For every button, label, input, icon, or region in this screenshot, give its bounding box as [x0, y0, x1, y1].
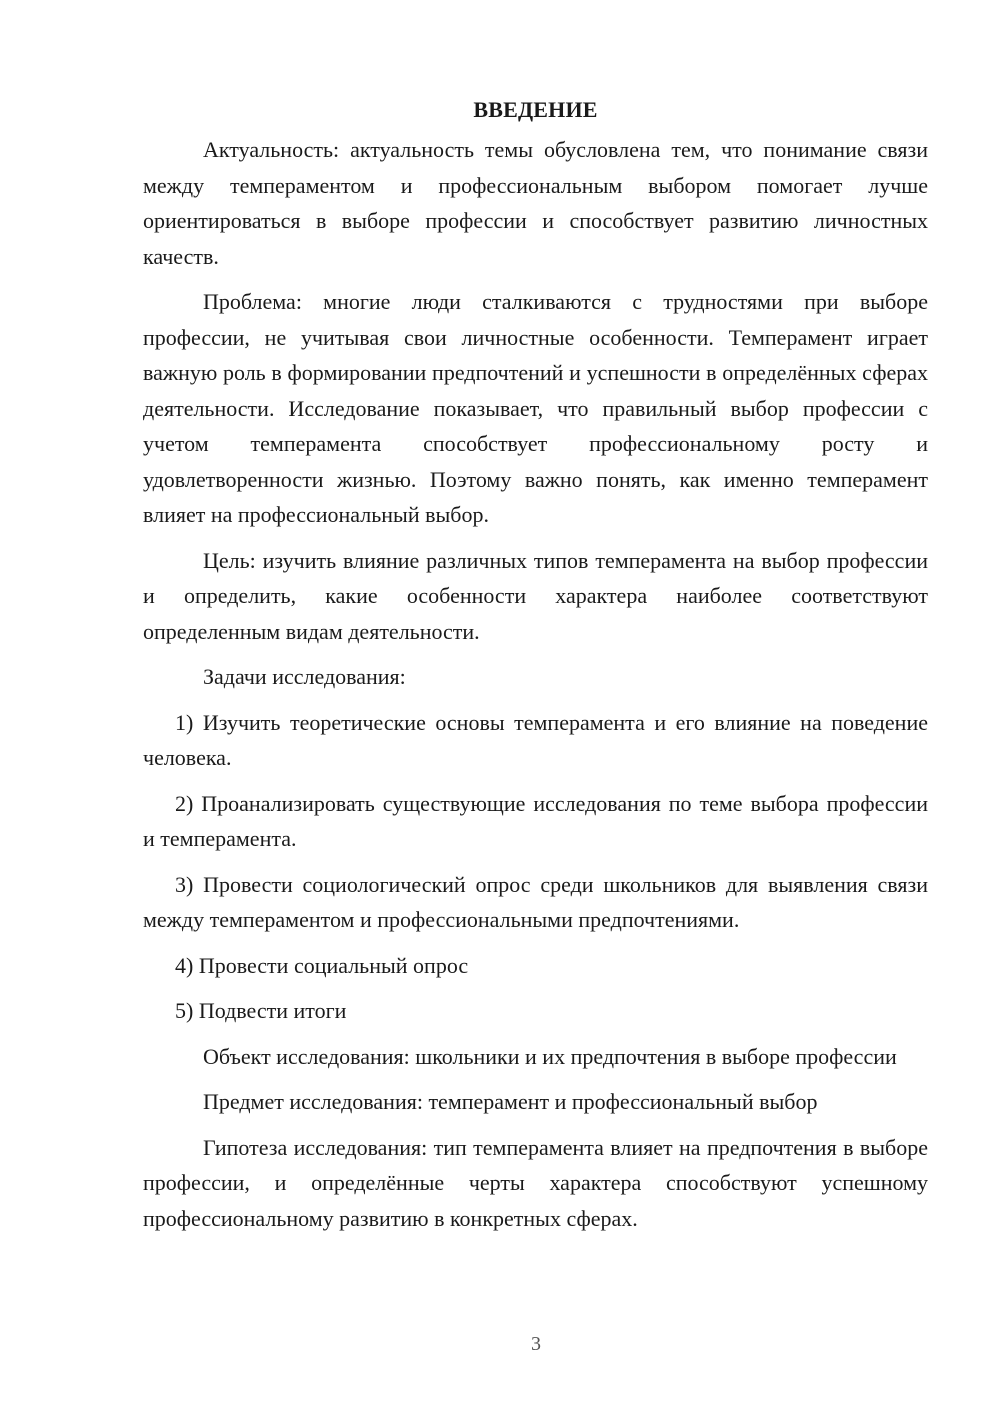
task-item-2: 2) Проанализировать существующие исследования по теме выбора профессии и темперамента. — [143, 790, 928, 851]
page-number: 3 — [531, 1333, 541, 1355]
task-item-1: 1) Изучить теоретические основы темперамента и его влияние на поведение человека. — [143, 709, 928, 770]
document-page — [143, 92, 928, 1246]
paragraph-subject: Предмет исследования: темперамент и профессиональный выбор — [203, 1089, 818, 1114]
paragraph-object: Объект исследования: школьники и их предпочтения в выборе профессии — [203, 1043, 897, 1069]
task-item-4: 4) Провести социальный опрос — [175, 952, 469, 978]
paragraph-relevance: Актуальность: актуальность темы обусловлена тем, что понимание связи между темпераментом и профессиональным выбором помогает лучше ориентироваться в выборе профессии и способствует развитию личностных качеств. — [143, 137, 928, 269]
paragraph-hypothesis: Гипотеза исследования: тип темперамента влияет на предпочтения в выборе профессии, и определённые черты характера способствуют успешному профессиональному развитию в конкретных сферах. — [143, 1134, 928, 1231]
task-item-3: 3) Провести социологический опрос среди школьников для выявления связи между темпераментом и профессиональными предпочтениями. — [143, 871, 928, 932]
paragraph-goal: Цель: изучить влияние различных типов темперамента на выбор профессии и определить, какие особенности характера наиболее соответствуют определенным видам деятельности. — [143, 547, 928, 644]
section-title: ВВЕДЕНИЕ — [473, 97, 598, 122]
paragraph-tasks-heading: Задачи исследования: — [203, 664, 406, 689]
paragraph-problem: Проблема: многие люди сталкиваются с трудностями при выборе профессии, не учитывая свои личностные особенности. Темперамент играет важную роль в формировании предпочтений и успешности в определённых сферах деятельности. Исследование показывает, что правильный выбор профессии с учетом темперамента способствует профессиональному росту и удовлетворенности жизнью. Поэтому важно понять, как именно темперамент влияет на профессиональный выбор. — [143, 289, 928, 527]
task-item-5: 5) Подвести итоги — [175, 998, 347, 1023]
